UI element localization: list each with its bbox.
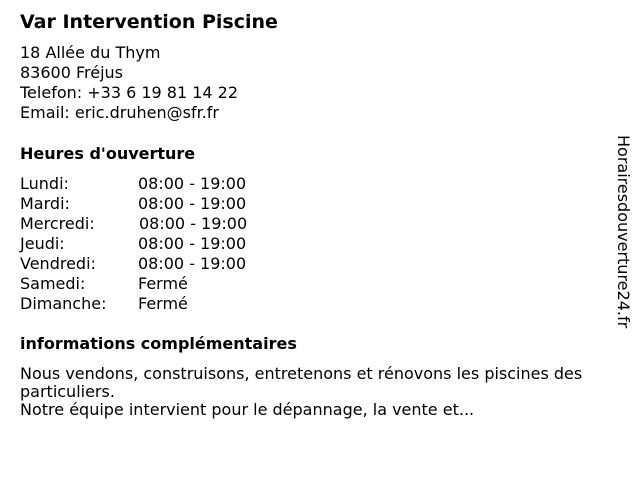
email-address: Email: eric.druhen@sfr.fr (20, 103, 219, 122)
day-label: Mercredi: (20, 214, 95, 233)
day-label: Vendredi: (20, 254, 96, 273)
opening-hours-heading: Heures d'ouverture (20, 144, 196, 163)
business-name: Var Intervention Piscine (20, 11, 278, 33)
city: 83600 Fréjus (20, 63, 124, 82)
day-label: Samedi: (20, 274, 86, 293)
additional-info-text (20, 365, 632, 419)
time-value: 08:00 - 19:00 (139, 214, 248, 233)
time-value: 08:00 - 19:00 (138, 254, 247, 273)
site-watermark: Horairesdouverture24.fr (614, 135, 633, 329)
info-line-2: Notre équipe intervient pour le dépannage, la vente et... (20, 400, 475, 419)
business-address (20, 43, 238, 123)
time-value: 08:00 - 19:00 (138, 234, 247, 253)
additional-info-heading: informations complémentaires (20, 334, 297, 353)
day-label: Dimanche: (20, 294, 107, 313)
phone-number: Telefon: +33 6 19 81 14 22 (20, 83, 239, 102)
time-value: Fermé (138, 274, 188, 293)
time-value: 08:00 - 19:00 (138, 194, 247, 213)
day-label: Jeudi: (20, 234, 65, 253)
info-line-1: Nous vendons, construisons, entretenons et rénovons les piscines des particuliers. (20, 364, 583, 401)
day-label: Lundi: (20, 174, 69, 193)
time-value: Fermé (138, 294, 188, 313)
street-address: 18 Allée du Thym (20, 43, 161, 62)
day-label: Mardi: (20, 194, 70, 213)
time-value: 08:00 - 19:00 (138, 174, 247, 193)
